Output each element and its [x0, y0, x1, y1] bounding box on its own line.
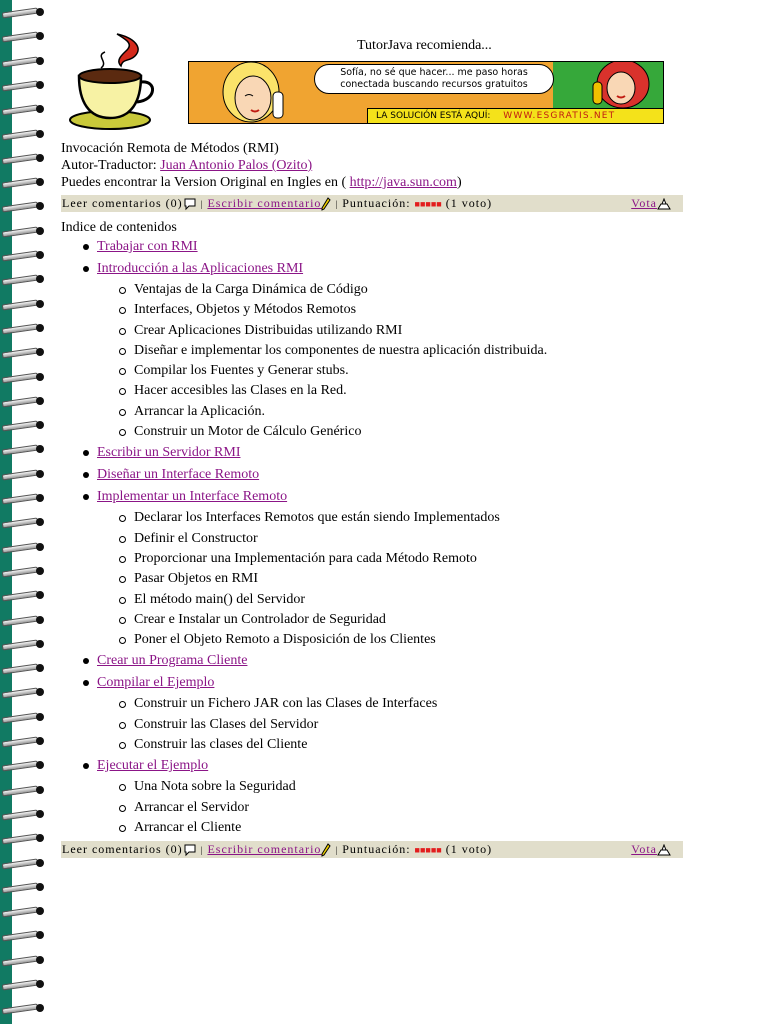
circle-bullet-icon	[119, 556, 126, 563]
page-header	[61, 0, 683, 140]
circle-bullet-icon	[119, 617, 126, 624]
original-version-line	[61, 174, 683, 191]
toc-subitem-label: Compilar los Fuentes y Generar stubs.	[134, 363, 349, 379]
toc-subitem	[97, 694, 683, 714]
toc-subitem	[97, 590, 683, 610]
score-label: Puntuación:	[342, 842, 411, 857]
vote-link[interactable]: Vota	[631, 196, 657, 210]
ballot-icon	[657, 198, 671, 210]
bullet-icon	[83, 450, 89, 456]
spiral-ring-icon	[0, 152, 50, 164]
spiral-ring-icon	[0, 516, 50, 528]
toc-sublist	[97, 694, 683, 755]
spiral-ring-icon	[0, 808, 50, 820]
author-line	[61, 157, 683, 174]
spiral-ring-icon	[0, 103, 50, 115]
toc-subitem	[97, 321, 683, 341]
spiral-ring-icon	[0, 954, 50, 966]
circle-bullet-icon	[119, 307, 126, 314]
circle-bullet-icon	[119, 701, 126, 708]
rating-bar-bottom	[61, 841, 683, 858]
circle-bullet-icon	[119, 515, 126, 522]
toc-link[interactable]: Implementar un Interface Remoto	[97, 489, 288, 505]
spiral-ring-icon	[0, 662, 50, 674]
spiral-ring-icon	[0, 200, 50, 212]
original-link[interactable]: http://java.sun.com	[349, 175, 457, 190]
speech-bubble-icon	[183, 844, 197, 857]
spiral-ring-icon	[0, 711, 50, 723]
toc-subitem	[97, 508, 683, 528]
spiral-ring-icon	[0, 978, 50, 990]
ballot-icon	[657, 844, 671, 856]
toc-subitem	[97, 569, 683, 589]
woman-on-phone-illustration-icon	[189, 62, 309, 124]
bar-separator: |	[200, 199, 204, 209]
banner-url[interactable]: WWW.ESGRATIS.NET	[503, 111, 616, 121]
toc-subitem-label: Hacer accesibles las Clases en la Red.	[134, 383, 347, 399]
bubble-line-2: conectada buscando recursos gratuitos	[340, 79, 528, 90]
spiral-ring-icon	[0, 881, 50, 893]
toc-item	[61, 755, 683, 838]
bubble-line-1: Sofía, no sé que hacer... me paso horas	[340, 67, 528, 78]
rating-stars: ■■■■■	[414, 845, 442, 856]
toc-subitem	[97, 341, 683, 361]
toc-subitem	[97, 402, 683, 422]
circle-bullet-icon	[119, 597, 126, 604]
vote-link[interactable]: Vota	[631, 842, 657, 857]
toc-subitem-label: Poner el Objeto Remoto a Disposición de los Clientes	[134, 632, 436, 648]
bar-separator: |	[335, 845, 339, 856]
spiral-ring-icon	[0, 929, 50, 941]
toc-subitem-label: Proporcionar una Implementación para cada Método Remoto	[134, 550, 477, 566]
bullet-icon	[83, 266, 89, 272]
bullet-icon	[83, 472, 89, 478]
coffee-cup-logo-icon	[65, 32, 157, 132]
toc-subitem	[97, 610, 683, 630]
write-comment-link[interactable]: Escribir comentario	[207, 842, 322, 857]
spiral-ring-icon	[0, 638, 50, 650]
toc-sublist	[97, 777, 683, 838]
spiral-ring-icon	[0, 905, 50, 917]
spiral-ring-icon	[0, 832, 50, 844]
spiral-ring-icon	[0, 1002, 50, 1014]
toc-subitem-label: Construir un Fichero JAR con las Clases de Interfaces	[134, 696, 438, 712]
spiral-ring-icon	[0, 857, 50, 869]
spiral-ring-icon	[0, 492, 50, 504]
vote-count: (1 voto)	[445, 842, 493, 857]
toc-subitem-label: Construir las Clases del Servidor	[134, 716, 319, 732]
esgratis-banner[interactable]	[188, 61, 664, 124]
circle-bullet-icon	[119, 784, 126, 791]
toc-subitem	[97, 715, 683, 735]
toc-subitem-label: Arrancar el Servidor	[134, 799, 250, 815]
toc-item	[61, 650, 683, 672]
toc-link[interactable]: Trabajar con RMI	[97, 239, 198, 254]
bullet-icon	[83, 763, 89, 769]
circle-bullet-icon	[119, 287, 126, 294]
spiral-ring-icon	[0, 249, 50, 261]
bullet-icon	[83, 494, 89, 500]
toc-item	[61, 464, 683, 486]
circle-bullet-icon	[119, 637, 126, 644]
toc-item	[61, 236, 683, 258]
spiral-ring-icon	[0, 346, 50, 358]
circle-bullet-icon	[119, 409, 126, 416]
toc-sublist	[97, 508, 683, 650]
circle-bullet-icon	[119, 388, 126, 395]
spiral-ring-icon	[0, 419, 50, 431]
circle-bullet-icon	[119, 742, 126, 749]
banner-slogan: LA SOLUCIÓN ESTÁ AQUÍ:	[376, 111, 491, 121]
read-comments-link[interactable]: Leer comentarios (0)	[62, 842, 183, 857]
spiral-ring-icon	[0, 55, 50, 67]
circle-bullet-icon	[119, 368, 126, 375]
score-label: Puntuación:	[342, 196, 411, 210]
spiral-ring-icon	[0, 6, 50, 18]
spiral-ring-icon	[0, 30, 50, 42]
spiral-ring-icon	[0, 395, 50, 407]
document-meta	[61, 140, 683, 191]
rating-stars: ■■■■■	[414, 199, 442, 209]
circle-bullet-icon	[119, 429, 126, 436]
bar-separator: |	[200, 845, 204, 856]
spiral-ring-icon	[0, 541, 50, 553]
toc-title: Indice de contenidos	[61, 220, 177, 235]
circle-bullet-icon	[119, 536, 126, 543]
toc-subitem	[97, 529, 683, 549]
circle-bullet-icon	[119, 825, 126, 832]
spiral-ring-icon	[0, 176, 50, 188]
spiral-ring-icon	[0, 322, 50, 334]
circle-bullet-icon	[119, 576, 126, 583]
spiral-ring-icon	[0, 784, 50, 796]
recommend-text: TutorJava recomienda...	[357, 38, 492, 53]
circle-bullet-icon	[119, 328, 126, 335]
toc-subitem-label: Interfaces, Objetos y Métodos Remotos	[134, 302, 357, 318]
spiral-ring-icon	[0, 273, 50, 285]
vote-control[interactable]	[631, 195, 671, 212]
toc-subitem-label: Crear e Instalar un Controlador de Seguridad	[134, 611, 386, 627]
banner-speech-bubble	[314, 64, 554, 94]
spiral-ring-icon	[0, 614, 50, 626]
pencil-icon	[321, 197, 331, 211]
toc-link[interactable]: Ejecutar el Ejemplo	[97, 758, 209, 774]
toc-item	[61, 672, 683, 755]
toc-link[interactable]: Introducción a las Aplicaciones RMI	[97, 261, 304, 276]
spiral-ring-icon	[0, 371, 50, 383]
circle-bullet-icon	[119, 722, 126, 729]
toc-subitem-label: Arrancar el Cliente	[134, 819, 242, 835]
read-comments-link[interactable]: Leer comentarios (0)	[62, 196, 183, 210]
spiral-ring-icon	[0, 443, 50, 455]
bullet-icon	[83, 244, 89, 250]
toc-subitem	[97, 798, 683, 818]
spiral-ring-icon	[0, 565, 50, 577]
toc-subitem	[97, 280, 683, 300]
spiral-ring-icon	[0, 735, 50, 747]
spiral-ring-icon	[0, 128, 50, 140]
toc-link[interactable]: Diseñar un Interface Remoto	[97, 467, 260, 483]
spiral-ring-icon	[0, 79, 50, 91]
toc-subitem-label: Construir un Motor de Cálculo Genérico	[134, 424, 362, 440]
toc-subitem	[97, 549, 683, 569]
circle-bullet-icon	[119, 805, 126, 812]
toc-subitem-label: Pasar Objetos en RMI	[134, 571, 259, 587]
toc-subitem	[97, 818, 683, 838]
spiral-ring-icon	[0, 759, 50, 771]
toc-subitem-label: Declarar los Interfaces Remotos que están siendo Implementados	[134, 510, 500, 526]
author-link[interactable]: Juan Antonio Palos (Ozito)	[160, 158, 313, 173]
bullet-icon	[83, 680, 89, 686]
toc-subitem-label: Una Nota sobre la Seguridad	[134, 779, 296, 795]
toc-subitem	[97, 630, 683, 650]
spiral-ring-icon	[0, 225, 50, 237]
toc-subitem-label: El método main() del Servidor	[134, 591, 306, 607]
spiral-ring-icon	[0, 589, 50, 601]
write-comment-link[interactable]: Escribir comentario	[207, 196, 322, 210]
toc-subitem	[97, 735, 683, 755]
toc-subitem	[97, 300, 683, 320]
toc-subitem-label: Crear Aplicaciones Distribuidas utilizando RMI	[134, 322, 403, 338]
toc-subitem-label: Arrancar la Aplicación.	[134, 403, 265, 419]
toc-link[interactable]: Escribir un Servidor RMI	[97, 445, 241, 461]
toc-subitem	[97, 422, 683, 442]
spiral-ring-icon	[0, 298, 50, 310]
page-content	[61, 0, 683, 858]
toc-subitem	[97, 361, 683, 381]
toc-subitem-label: Construir las clases del Cliente	[134, 737, 308, 753]
toc-subitem	[97, 381, 683, 401]
toc-sublist	[97, 280, 683, 442]
spiral-ring-icon	[0, 468, 50, 480]
original-suffix: )	[456, 175, 462, 190]
banner-bottom-strip	[367, 108, 664, 124]
circle-bullet-icon	[119, 348, 126, 355]
toc-link[interactable]: Crear un Programa Cliente	[97, 653, 248, 669]
vote-control[interactable]	[631, 841, 671, 858]
speech-bubble-icon	[183, 198, 197, 211]
table-of-contents	[61, 236, 683, 838]
document-title: Invocación Remota de Métodos (RMI)	[61, 141, 279, 156]
notebook-binding	[0, 0, 50, 1024]
toc-subitem-label: Diseñar e implementar los componentes de nuestra aplicación distribuida.	[134, 342, 548, 358]
woman-red-hair-illustration-icon	[553, 62, 663, 108]
rating-bar-top	[61, 195, 683, 212]
bullet-icon	[83, 658, 89, 664]
author-label: Autor-Traductor:	[61, 158, 161, 173]
toc-item	[61, 258, 683, 442]
pencil-icon	[321, 843, 331, 857]
toc-item	[61, 486, 683, 650]
original-prefix: Puedes encontrar la Version Original en Ingles en (	[61, 175, 350, 190]
spiral-ring-icon	[0, 686, 50, 698]
toc-subitem-label: Ventajas de la Carga Dinámica de Código	[134, 282, 368, 297]
toc-link[interactable]: Compilar el Ejemplo	[97, 675, 215, 691]
bar-separator: |	[335, 199, 339, 209]
vote-count: (1 voto)	[445, 196, 493, 210]
toc-subitem-label: Definir el Constructor	[134, 530, 258, 546]
toc-item	[61, 442, 683, 464]
toc-subitem	[97, 777, 683, 797]
